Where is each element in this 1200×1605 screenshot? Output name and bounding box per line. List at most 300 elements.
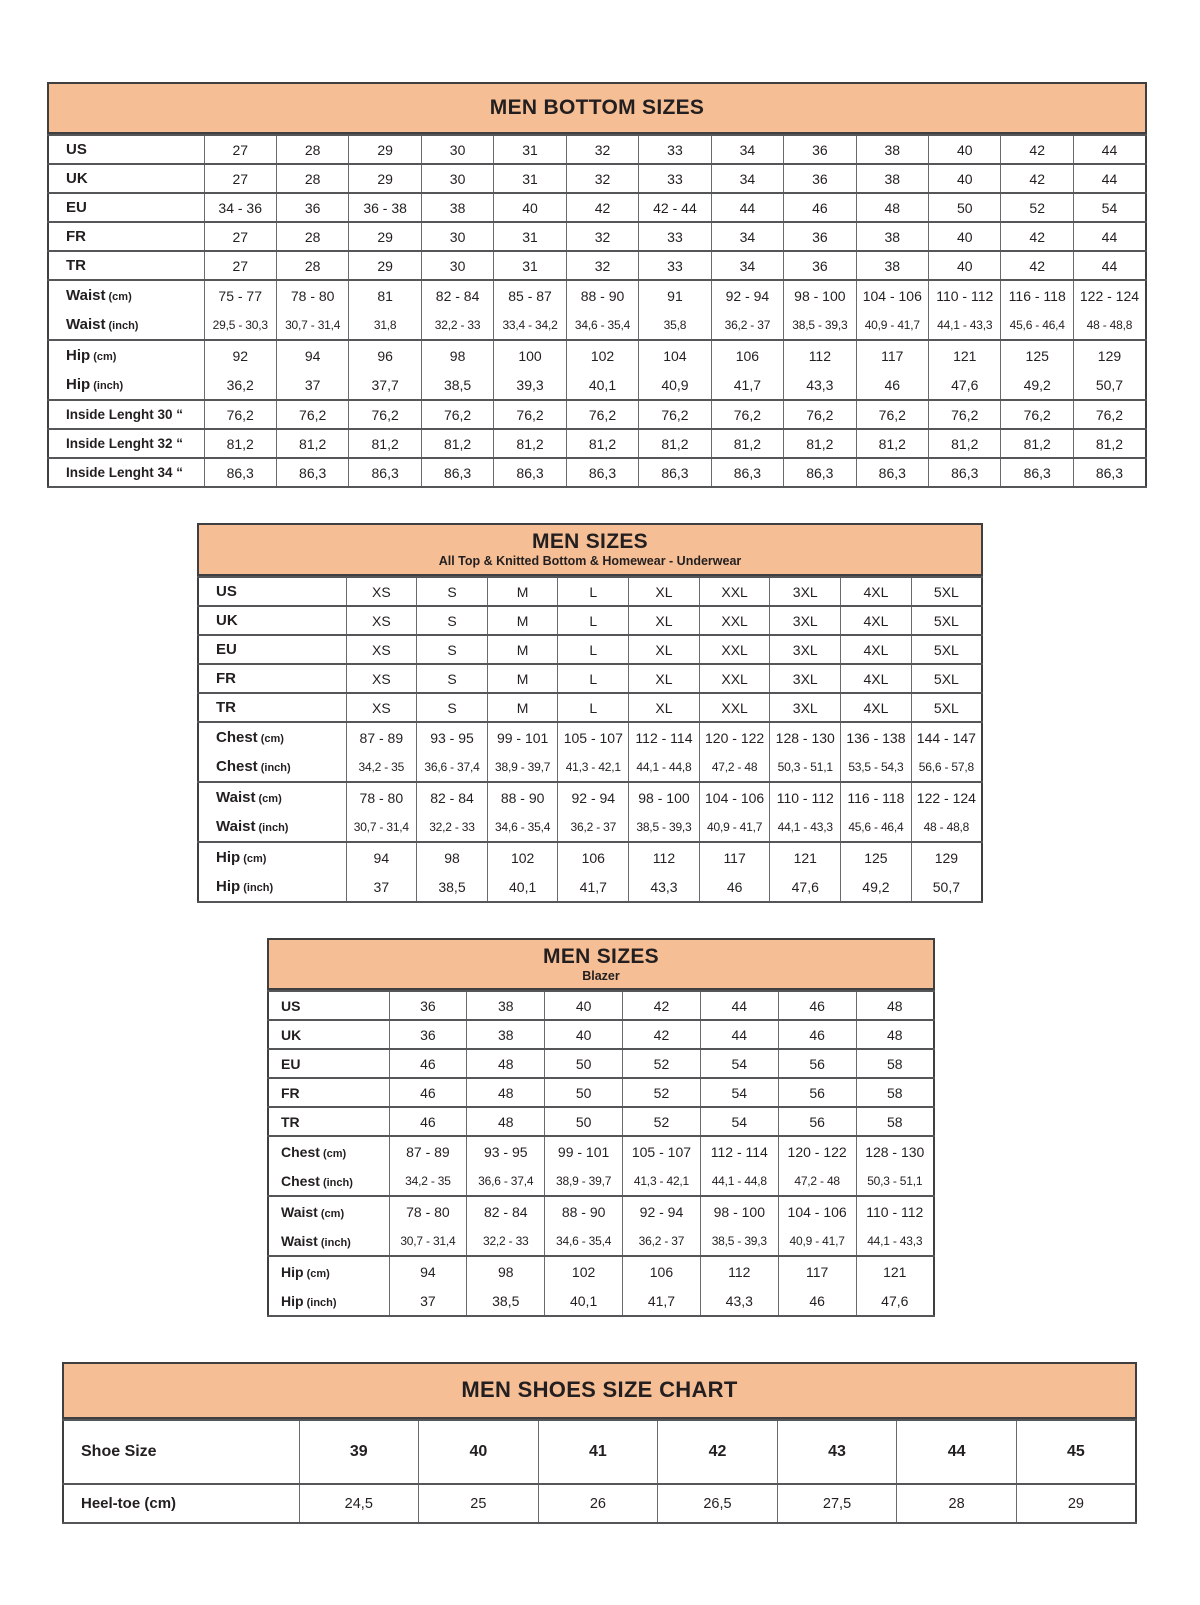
value-cell: M <box>487 635 558 664</box>
row-label-text: TR <box>281 1113 300 1130</box>
value-cell: 99 - 101 <box>545 1136 623 1166</box>
table-header <box>47 82 1147 134</box>
value-cell: 94 <box>389 1256 467 1286</box>
value-cell: 81,2 <box>784 429 856 458</box>
table-row <box>48 280 1146 310</box>
value-cell: XS <box>346 606 417 635</box>
value-cell: L <box>558 635 629 664</box>
row-label <box>198 635 346 664</box>
value-cell: 35,8 <box>639 310 711 340</box>
value-cell: 33 <box>639 222 711 251</box>
value-cell: 29 <box>1016 1484 1136 1523</box>
value-cell: 99 - 101 <box>487 722 558 752</box>
value-cell: 82 - 84 <box>421 280 493 310</box>
value-cell: 36,2 - 37 <box>623 1226 701 1256</box>
value-cell: M <box>487 577 558 606</box>
row-label <box>63 1484 299 1523</box>
table-row <box>48 310 1146 340</box>
row-label-unit: (cm) <box>240 853 267 865</box>
value-cell: 58 <box>856 1049 934 1078</box>
value-cell: 50,3 - 51,1 <box>856 1166 934 1196</box>
value-cell: 49,2 <box>1001 370 1073 400</box>
value-cell: 42 <box>658 1420 778 1484</box>
value-cell: 86,3 <box>566 458 638 487</box>
value-cell: 29 <box>349 222 421 251</box>
value-cell: XL <box>629 693 700 722</box>
value-cell: XXL <box>699 577 770 606</box>
value-cell: 76,2 <box>566 400 638 429</box>
value-cell: 38,5 <box>417 872 488 902</box>
value-cell: 38,5 - 39,3 <box>784 310 856 340</box>
row-label-text: UK <box>281 1026 302 1043</box>
men-sizes-blazer-grid <box>267 990 935 1317</box>
value-cell: 42 <box>1001 135 1073 164</box>
value-cell: 93 - 95 <box>467 1136 545 1166</box>
value-cell: 40,9 - 41,7 <box>699 812 770 842</box>
men-bottom-sizes-table <box>47 82 1147 488</box>
value-cell: 30 <box>421 164 493 193</box>
value-cell: 44,1 - 44,8 <box>629 752 700 782</box>
value-cell: 5XL <box>911 693 982 722</box>
value-cell: 27 <box>204 135 276 164</box>
value-cell: 86,3 <box>711 458 783 487</box>
value-cell: 40 <box>545 991 623 1020</box>
row-label <box>268 1196 389 1226</box>
row-label <box>198 872 346 902</box>
value-cell: 34 <box>711 251 783 280</box>
value-cell: 47,6 <box>929 370 1001 400</box>
row-label <box>268 991 389 1020</box>
value-cell: 76,2 <box>639 400 711 429</box>
value-cell: 38 <box>467 1020 545 1049</box>
value-cell: 34,6 - 35,4 <box>487 812 558 842</box>
value-cell: 76,2 <box>204 400 276 429</box>
value-cell: 37 <box>346 872 417 902</box>
value-cell: 106 <box>558 842 629 872</box>
value-cell: 81,2 <box>1001 429 1073 458</box>
value-cell: 121 <box>856 1256 934 1286</box>
value-cell: 86,3 <box>1001 458 1073 487</box>
value-cell: 44 <box>1073 135 1146 164</box>
value-cell: 44 <box>897 1420 1017 1484</box>
value-cell: 52 <box>623 1049 701 1078</box>
value-cell: 36 <box>389 991 467 1020</box>
row-label-unit: (inch) <box>319 1176 353 1189</box>
value-cell: 40,1 <box>566 370 638 400</box>
row-label-unit: (inch) <box>105 320 139 332</box>
value-cell: 46 <box>699 872 770 902</box>
value-cell: 86,3 <box>421 458 493 487</box>
value-cell: XXL <box>699 635 770 664</box>
value-cell: 41,7 <box>623 1286 701 1316</box>
value-cell: 44 <box>700 991 778 1020</box>
value-cell: 38,5 - 39,3 <box>629 812 700 842</box>
value-cell: 5XL <box>911 577 982 606</box>
value-cell: 40 <box>929 135 1001 164</box>
row-label-text: Hip <box>66 347 91 364</box>
row-label-text: Inside Lenght 30 “ <box>66 407 184 422</box>
row-label <box>48 429 204 458</box>
value-cell: 36 - 38 <box>349 193 421 222</box>
row-label-text: EU <box>216 641 237 658</box>
value-cell: 31 <box>494 251 566 280</box>
value-cell: 76,2 <box>421 400 493 429</box>
table-row <box>48 193 1146 222</box>
value-cell: 54 <box>700 1107 778 1136</box>
value-cell: 105 - 107 <box>558 722 629 752</box>
value-cell: 48 <box>467 1078 545 1107</box>
value-cell: 88 - 90 <box>566 280 638 310</box>
table-row <box>198 812 982 842</box>
value-cell: 86,3 <box>784 458 856 487</box>
value-cell: 36 <box>276 193 348 222</box>
value-cell: 120 - 122 <box>778 1136 856 1166</box>
row-label-text: Hip <box>281 1292 304 1309</box>
row-label-unit: (cm) <box>257 733 284 745</box>
row-label-unit: (cm) <box>255 793 282 805</box>
value-cell: 78 - 80 <box>389 1196 467 1226</box>
table-row <box>198 872 982 902</box>
value-cell: 76,2 <box>856 400 928 429</box>
value-cell: 46 <box>778 1020 856 1049</box>
value-cell: 50 <box>929 193 1001 222</box>
value-cell: S <box>417 606 488 635</box>
value-cell: 76,2 <box>929 400 1001 429</box>
value-cell: L <box>558 664 629 693</box>
value-cell: 40 <box>929 251 1001 280</box>
value-cell: 4XL <box>841 635 912 664</box>
value-cell: 26,5 <box>658 1484 778 1523</box>
value-cell: 42 <box>1001 251 1073 280</box>
value-cell: 88 - 90 <box>487 782 558 812</box>
value-cell: 3XL <box>770 693 841 722</box>
value-cell: 3XL <box>770 577 841 606</box>
value-cell: 38 <box>856 222 928 251</box>
value-cell: 42 - 44 <box>639 193 711 222</box>
value-cell: 48 - 48,8 <box>1073 310 1146 340</box>
row-label-text: Hip <box>216 878 241 895</box>
table-row <box>48 370 1146 400</box>
value-cell: 42 <box>1001 164 1073 193</box>
row-label <box>268 1049 389 1078</box>
value-cell: 36 <box>784 135 856 164</box>
value-cell: 46 <box>389 1078 467 1107</box>
table-row <box>48 135 1146 164</box>
table-row <box>268 1196 934 1226</box>
table-row <box>268 1107 934 1136</box>
value-cell: 44 <box>711 193 783 222</box>
value-cell: 32 <box>566 222 638 251</box>
row-label <box>198 842 346 872</box>
table-row <box>48 458 1146 487</box>
value-cell: 41,7 <box>558 872 629 902</box>
row-label-text: UK <box>66 170 88 187</box>
value-cell: 128 - 130 <box>856 1136 934 1166</box>
value-cell: 40,9 - 41,7 <box>856 310 928 340</box>
value-cell: 50 <box>545 1049 623 1078</box>
value-cell: 43 <box>777 1420 897 1484</box>
value-cell: 117 <box>856 340 928 370</box>
row-label-text: Waist <box>66 316 106 333</box>
row-label <box>48 370 204 400</box>
value-cell: 98 <box>417 842 488 872</box>
value-cell: 27 <box>204 251 276 280</box>
value-cell: 81,2 <box>711 429 783 458</box>
value-cell: 39 <box>299 1420 419 1484</box>
row-label <box>63 1420 299 1484</box>
value-cell: 40,9 - 41,7 <box>778 1226 856 1256</box>
value-cell: 45,6 - 46,4 <box>1001 310 1073 340</box>
value-cell: 128 - 130 <box>770 722 841 752</box>
value-cell: 81,2 <box>421 429 493 458</box>
table-row <box>268 991 934 1020</box>
value-cell: 5XL <box>911 664 982 693</box>
row-label-unit: (cm) <box>303 1267 330 1280</box>
value-cell: 46 <box>389 1049 467 1078</box>
table-row <box>198 693 982 722</box>
value-cell: 5XL <box>911 606 982 635</box>
table-row <box>198 782 982 812</box>
table-row <box>268 1078 934 1107</box>
value-cell: 3XL <box>770 606 841 635</box>
row-label-text: Chest <box>281 1143 320 1160</box>
value-cell: 31 <box>494 222 566 251</box>
value-cell: 40,9 <box>639 370 711 400</box>
value-cell: 41 <box>538 1420 658 1484</box>
value-cell: 86,3 <box>494 458 566 487</box>
row-label-unit: (cm) <box>105 291 132 303</box>
value-cell: 32 <box>566 251 638 280</box>
value-cell: 38 <box>421 193 493 222</box>
value-cell: 112 <box>700 1256 778 1286</box>
table-title: MEN SIZES <box>543 944 659 968</box>
value-cell: 56 <box>778 1107 856 1136</box>
row-label-text: Inside Lenght 34 “ <box>66 465 184 480</box>
value-cell: 86,3 <box>639 458 711 487</box>
row-label <box>198 812 346 842</box>
value-cell: 94 <box>276 340 348 370</box>
table-row <box>48 340 1146 370</box>
value-cell: 47,2 - 48 <box>699 752 770 782</box>
value-cell: 81,2 <box>1073 429 1146 458</box>
table-row <box>198 606 982 635</box>
value-cell: 44,1 - 43,3 <box>856 1226 934 1256</box>
value-cell: 31,8 <box>349 310 421 340</box>
value-cell: 129 <box>1073 340 1146 370</box>
value-cell: 98 - 100 <box>629 782 700 812</box>
value-cell: 44 <box>1073 222 1146 251</box>
row-label-unit: (cm) <box>140 1495 177 1512</box>
value-cell: 102 <box>566 340 638 370</box>
table-subtitle: Blazer <box>582 968 620 983</box>
value-cell: 82 - 84 <box>467 1196 545 1226</box>
value-cell: 40 <box>545 1020 623 1049</box>
value-cell: 30,7 - 31,4 <box>346 812 417 842</box>
row-label <box>48 340 204 370</box>
value-cell: 47,6 <box>770 872 841 902</box>
value-cell: M <box>487 606 558 635</box>
value-cell: 144 - 147 <box>911 722 982 752</box>
row-label <box>48 310 204 340</box>
value-cell: 87 - 89 <box>346 722 417 752</box>
value-cell: 28 <box>276 164 348 193</box>
value-cell: 34,6 - 35,4 <box>566 310 638 340</box>
value-cell: 120 - 122 <box>699 722 770 752</box>
value-cell: 106 <box>623 1256 701 1286</box>
value-cell: 58 <box>856 1078 934 1107</box>
value-cell: 112 - 114 <box>700 1136 778 1166</box>
value-cell: 93 - 95 <box>417 722 488 752</box>
value-cell: 40 <box>929 164 1001 193</box>
value-cell: 33 <box>639 135 711 164</box>
value-cell: 48 <box>467 1107 545 1136</box>
men-bottom-sizes-grid <box>47 134 1147 488</box>
value-cell: 56 <box>778 1049 856 1078</box>
row-label <box>198 782 346 812</box>
value-cell: XXL <box>699 693 770 722</box>
value-cell: 43,3 <box>700 1286 778 1316</box>
row-label <box>268 1226 389 1256</box>
value-cell: 32,2 - 33 <box>467 1226 545 1256</box>
value-cell: L <box>558 606 629 635</box>
row-label-text: EU <box>66 199 87 216</box>
value-cell: 26 <box>538 1484 658 1523</box>
value-cell: 47,2 - 48 <box>778 1166 856 1196</box>
value-cell: 48 - 48,8 <box>911 812 982 842</box>
row-label <box>268 1136 389 1166</box>
row-label-text: US <box>216 583 237 600</box>
table-row <box>198 842 982 872</box>
row-label-text: Hip <box>66 376 91 393</box>
value-cell: 36 <box>784 164 856 193</box>
table-row <box>198 577 982 606</box>
value-cell: 50,7 <box>911 872 982 902</box>
value-cell: 102 <box>487 842 558 872</box>
value-cell: XL <box>629 635 700 664</box>
table-title: MEN SHOES SIZE CHART <box>461 1377 738 1403</box>
value-cell: 38 <box>856 251 928 280</box>
value-cell: 76,2 <box>1073 400 1146 429</box>
table-row <box>48 400 1146 429</box>
value-cell: 45 <box>1016 1420 1136 1484</box>
men-sizes-tops-table <box>197 523 983 903</box>
value-cell: 91 <box>639 280 711 310</box>
value-cell: 28 <box>276 251 348 280</box>
row-label <box>268 1166 389 1196</box>
value-cell: 110 - 112 <box>856 1196 934 1226</box>
value-cell: 27 <box>204 164 276 193</box>
value-cell: 25 <box>419 1484 539 1523</box>
value-cell: 76,2 <box>349 400 421 429</box>
men-sizes-tops-grid <box>197 576 983 903</box>
value-cell: 54 <box>1073 193 1146 222</box>
value-cell: XS <box>346 664 417 693</box>
row-label <box>198 664 346 693</box>
value-cell: 4XL <box>841 577 912 606</box>
table-header <box>197 523 983 576</box>
value-cell: 50 <box>545 1078 623 1107</box>
value-cell: 98 - 100 <box>700 1196 778 1226</box>
row-label <box>48 280 204 310</box>
value-cell: 85 - 87 <box>494 280 566 310</box>
row-label-text: Chest <box>216 758 258 775</box>
value-cell: 86,3 <box>276 458 348 487</box>
value-cell: 30 <box>421 135 493 164</box>
table-title: MEN SIZES <box>532 530 648 554</box>
row-label <box>268 1256 389 1286</box>
value-cell: 82 - 84 <box>417 782 488 812</box>
value-cell: 42 <box>623 991 701 1020</box>
row-label-text: UK <box>216 612 238 629</box>
value-cell: 81,2 <box>566 429 638 458</box>
men-shoes-size-chart-grid <box>62 1419 1137 1524</box>
value-cell: 121 <box>770 842 841 872</box>
row-label <box>48 458 204 487</box>
value-cell: 36 <box>389 1020 467 1049</box>
value-cell: 42 <box>1001 222 1073 251</box>
value-cell: 36,2 - 37 <box>711 310 783 340</box>
value-cell: 38 <box>467 991 545 1020</box>
value-cell: XS <box>346 635 417 664</box>
value-cell: 31 <box>494 164 566 193</box>
row-label <box>198 577 346 606</box>
value-cell: 112 - 114 <box>629 722 700 752</box>
value-cell: 81,2 <box>856 429 928 458</box>
value-cell: 105 - 107 <box>623 1136 701 1166</box>
value-cell: 56 <box>778 1078 856 1107</box>
table-row <box>268 1049 934 1078</box>
row-label <box>198 606 346 635</box>
row-label-text: US <box>281 997 301 1014</box>
value-cell: 29 <box>349 135 421 164</box>
value-cell: 40,1 <box>487 872 558 902</box>
value-cell: 32 <box>566 135 638 164</box>
value-cell: 92 - 94 <box>558 782 629 812</box>
row-label <box>198 752 346 782</box>
row-label-text: TR <box>66 257 86 274</box>
value-cell: S <box>417 664 488 693</box>
value-cell: 5XL <box>911 635 982 664</box>
value-cell: 40 <box>419 1420 539 1484</box>
row-label-text: FR <box>66 228 86 245</box>
row-label-unit: (cm) <box>317 1207 345 1220</box>
value-cell: 116 - 118 <box>841 782 912 812</box>
value-cell: 121 <box>929 340 1001 370</box>
value-cell: 44,1 - 43,3 <box>770 812 841 842</box>
row-label-text: Inside Lenght 32 “ <box>66 436 184 451</box>
value-cell: 92 - 94 <box>623 1196 701 1226</box>
row-label-text: Waist <box>66 287 106 304</box>
value-cell: 4XL <box>841 693 912 722</box>
value-cell: 28 <box>276 135 348 164</box>
row-label-unit: (cm) <box>319 1147 347 1160</box>
value-cell: 112 <box>784 340 856 370</box>
value-cell: 75 - 77 <box>204 280 276 310</box>
value-cell: XL <box>629 606 700 635</box>
value-cell: 52 <box>623 1078 701 1107</box>
value-cell: 50 <box>545 1107 623 1136</box>
value-cell: 125 <box>1001 340 1073 370</box>
table-row <box>198 635 982 664</box>
row-label <box>268 1020 389 1049</box>
value-cell: 53,5 - 54,3 <box>841 752 912 782</box>
row-label-unit: (inch) <box>317 1236 351 1249</box>
value-cell: 38,5 <box>467 1286 545 1316</box>
value-cell: XS <box>346 577 417 606</box>
table-row <box>198 752 982 782</box>
value-cell: 76,2 <box>711 400 783 429</box>
value-cell: 98 - 100 <box>784 280 856 310</box>
